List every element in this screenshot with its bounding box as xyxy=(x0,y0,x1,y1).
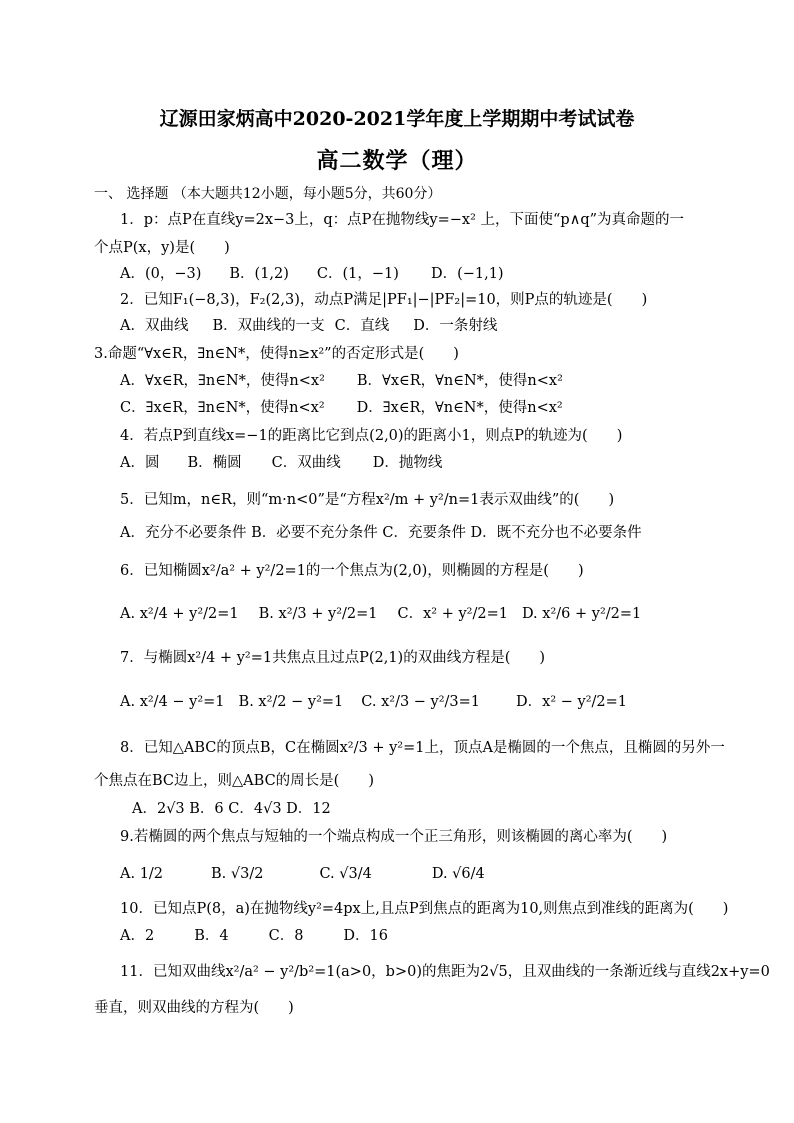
q3-option-c: C．∃x∈R，∃n∈N*，使得n<x² xyxy=(120,400,325,416)
q5-stem: 5．已知m，n∈R，则“m·n<0”是“方程x²/m + y²/n=1表示双曲线”的( ) xyxy=(120,492,615,508)
q4-options xyxy=(120,453,442,473)
q7-stem: 7．与椭圆x²/4 + y²=1共焦点且过点P(2,1)的双曲线方程是( ) xyxy=(120,650,546,666)
q4-option-a: A．圆 xyxy=(120,455,160,471)
q8-options: A．2√3 B．6 C．4√3 D．12 xyxy=(132,801,331,817)
q3-options-row2 xyxy=(120,398,563,418)
q2-option-d: D．一条射线 xyxy=(413,318,498,334)
q1-option-c: C．(1，−1) xyxy=(316,266,399,282)
q9-options xyxy=(120,864,485,884)
q1-options xyxy=(120,264,504,284)
q7-option-b: B. x²/2 − y²=1 xyxy=(238,694,344,710)
q6-option-c: C．x² + y²/2=1 xyxy=(397,606,508,622)
q1-option-d: D．(−1,1) xyxy=(430,266,504,282)
q10-option-a: A．2 xyxy=(120,928,155,944)
q9-option-d: D. √6/4 xyxy=(431,866,485,882)
q4-option-b: B．椭圆 xyxy=(187,455,242,471)
q2-option-c: C．直线 xyxy=(334,318,390,334)
q8-stem-line2: 个焦点在BC边上，则△ABC的周长是( ) xyxy=(94,773,374,789)
q3-stem: 3.命题“∀x∈R，∃n∈N*，使得n≥x²”的否定形式是( ) xyxy=(94,346,459,362)
q10-stem: 10．已知点P(8，a)在抛物线y²=4px上,且点P到焦点的距离为10,则焦点到准线的距离为( ) xyxy=(120,901,729,917)
q7-options xyxy=(120,692,627,712)
q1-stem-line2: 个点P(x，y)是( ) xyxy=(94,240,230,256)
q11-stem-line2: 垂直，则双曲线的方程为( ) xyxy=(94,1000,294,1016)
q7-option-d: D．x² − y²/2=1 xyxy=(516,694,628,710)
q4-option-d: D．抛物线 xyxy=(372,455,443,471)
q9-option-a: A. 1/2 xyxy=(120,866,164,882)
q4-stem: 4．若点P到直线x=−1的距离比它到点(2,0)的距离小1，则点P的轨迹为( ) xyxy=(120,428,623,444)
q6-option-d: D. x²/6 + y²/2=1 xyxy=(521,606,642,622)
q2-option-a: A．双曲线 xyxy=(120,318,189,334)
q6-stem: 6．已知椭圆x²/a² + y²/2=1的一个焦点为(2,0)，则椭圆的方程是( ) xyxy=(120,563,584,579)
q10-option-d: D．16 xyxy=(343,928,388,944)
q2-options xyxy=(120,316,497,336)
q9-option-b: B. √3/2 xyxy=(211,866,264,882)
q3-options-row1 xyxy=(120,371,563,391)
q4-option-c: C．双曲线 xyxy=(271,455,341,471)
page-title: 辽源田家炳高中2020-2021学年度上学期期中考试试卷 xyxy=(159,108,635,130)
q5-options: A．充分不必要条件 B．必要不充分条件 C．充要条件 D．既不充分也不必要条件 xyxy=(120,525,642,541)
q9-stem: 9.若椭圆的两个焦点与短轴的一个端点构成一个正三角形，则该椭圆的离心率为( ) xyxy=(120,829,668,845)
q3-option-a: A．∀x∈R，∃n∈N*，使得n<x² xyxy=(120,373,325,389)
q3-option-b: B．∀x∈R，∀n∈N*，使得n<x² xyxy=(356,373,563,389)
section-heading: 一、 选择题 （本大题共12小题，每小题5分，共60分） xyxy=(94,186,442,202)
q10-option-b: B．4 xyxy=(194,928,229,944)
q11-stem-line1: 11．已知双曲线x²/a² − y²/b²=1(a>0，b>0)的焦距为2√5，且双曲线的一条渐近线与直线2x+y=0 xyxy=(120,964,770,980)
q7-option-a: A. x²/4 − y²=1 xyxy=(120,694,225,710)
q2-option-b: B．双曲线的一支 xyxy=(212,318,325,334)
q6-option-b: B. x²/3 + y²/2=1 xyxy=(258,606,378,622)
q7-option-c: C. x²/3 − y²/3=1 xyxy=(361,694,481,710)
q6-options xyxy=(120,604,641,624)
page-subtitle: 高二数学（理） xyxy=(316,148,478,174)
q6-option-a: A. x²/4 + y²/2=1 xyxy=(120,606,239,622)
q2-stem: 2．已知F₁(−8,3)，F₂(2,3)，动点P满足|PF₁|−|PF₂|=10，则P点的轨迹是( ) xyxy=(120,292,648,308)
q1-option-a: A．(0，−3) xyxy=(120,266,202,282)
q10-option-c: C．8 xyxy=(268,928,304,944)
q8-stem-line1: 8．已知△ABC的顶点B，C在椭圆x²/3 + y²=1上，顶点A是椭圆的一个焦点，且椭圆的另外一 xyxy=(120,740,725,756)
q1-option-b: B．(1,2) xyxy=(229,266,289,282)
q1-stem-line1: 1．p：点P在直线y=2x−3上，q：点P在抛物线y=−x² 上，下面使“p∧q”为真命题的一 xyxy=(120,212,685,228)
q9-option-c: C. √3/4 xyxy=(319,866,372,882)
q10-options xyxy=(120,926,388,946)
q3-option-d: D．∃x∈R，∀n∈N*，使得n<x² xyxy=(356,400,563,416)
